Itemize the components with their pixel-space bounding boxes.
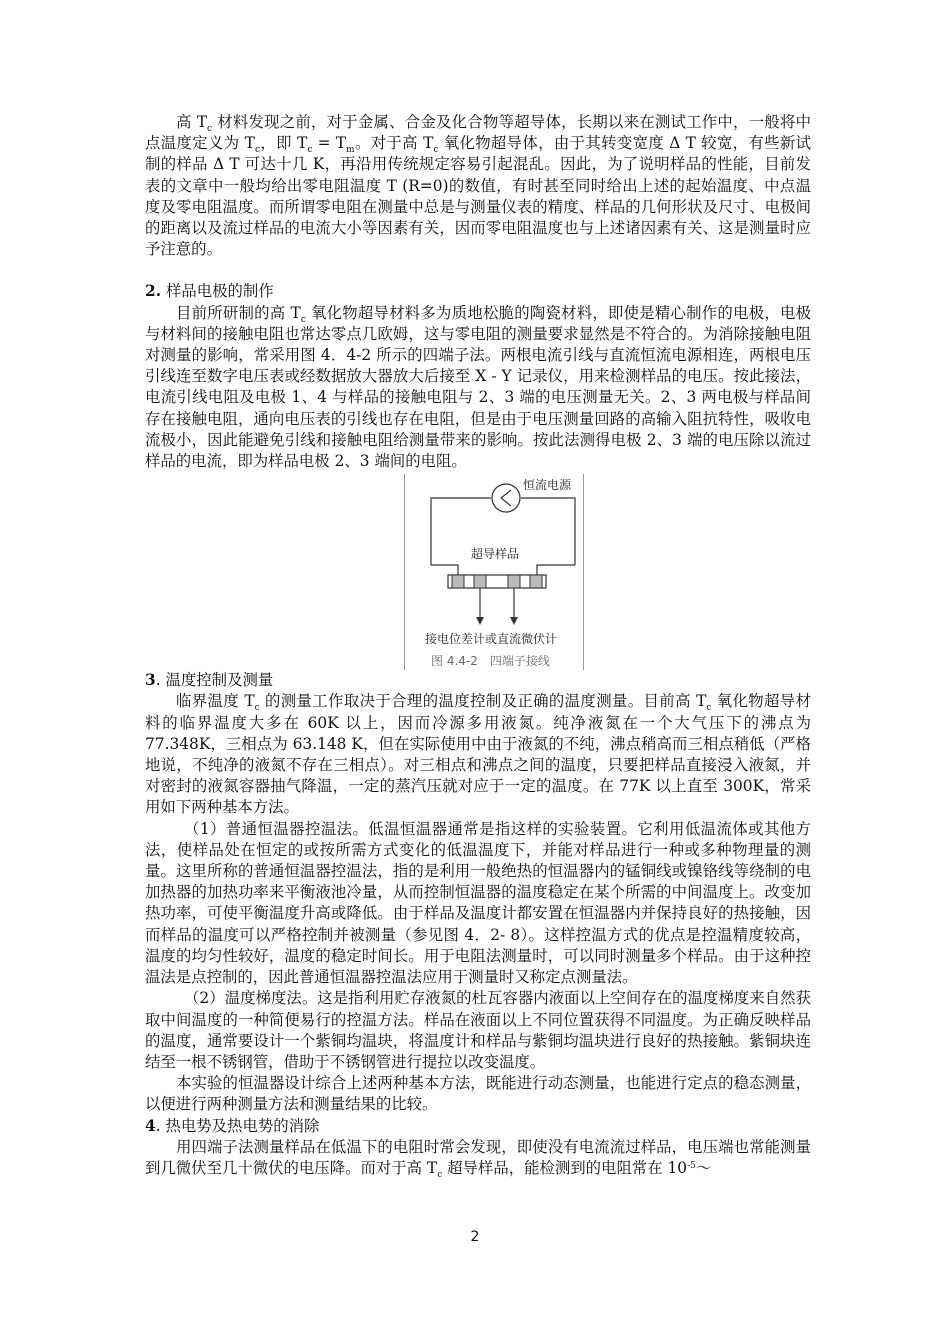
section-heading-temperature: 3. 温度控制及测量 — [145, 671, 274, 690]
electrode-1 — [452, 575, 464, 588]
paragraph-temperature-intro: 临界温度 $T_c$ 的测量工作取决于合理的温度控制及正确的温度测量。目前高 $T_c$ 氧化物超导材料的临界温度大多在 60K 以上，因而冷源多用液氮。纯净液氮在一个大气压下的沸点为 77.348K，三相点为 63.148 K，但在实际使用中由于液氮的不纯，沸点稍高而三相点稍低（严格地说，不纯净的液氮不存在三相点）。对三相点和沸点之间的温度，只要把样品直接浸入液氮，并对密封的液氮容器抽气降温，一定的蒸汽压就对应于一定的温度。在 77K 以上直至 300K，常采用如下两种基本方法。 — [145, 692, 811, 817]
electrode-4 — [530, 575, 542, 588]
electrode-3 — [508, 575, 520, 588]
figure-caption: 图 4.4-2 四端子接线 — [431, 654, 550, 669]
paragraph-tc-definition: 高 $T_c$ 材料发现之前，对于金属、合金及化合物等超导体，长期以来在测试工作中，一般将中点温度定义为 $T_c$，即 $T_c = T_m$。对于高 $T_c$ 氧化物超导体，由于其转变宽度 Δ T 较宽，有些新试制的样品 Δ T 可达十几 K，再沿用传统规定容易引起混乱。因此，为了说明样品的性能，目前发表的文章中一般均给出零电阻温度 T (R=0)的数值，有时甚至同时给出上述的起始温度、中点温度及零电阻温度。而所谓零电阻在测量中总是与测量仪表的精度、样品的几何形状及尺寸、电极间的距离以及流过样品的电流大小等因素有关，因而零电阻温度也与上述诸因素有关、这是测量时应予注意的。 — [145, 113, 811, 259]
current-lead-left — [431, 565, 458, 575]
page-number: 2 — [470, 1229, 480, 1245]
paragraph-gradient-method: （2）温度梯度法。这是指利用贮存液氮的杜瓦容器内液面以上空间存在的温度梯度来自然获取中间温度的一种简便易行的控温方法。样品在液面以上不同位置获得不同温度。为正确反映样品的温度，通常要设计一个紫铜均温块，将温度计和样品与紫铜均温块进行良好的热接触。紫铜块连结至一根不锈钢管，借助于不锈钢管进行提拉以改变温度。 — [145, 989, 811, 1071]
current-source-icon — [492, 484, 520, 512]
paragraph-thermoelectric: 用四端子法测量样品在低温下的电阻时常会发现，即使没有电流流过样品，电压端也常能测量到几微伏至几十微伏的电压降。而对于高 $T_c$ 超导样品，能检测到的电阻常在 $10^{-5}\sim$ — [145, 1137, 811, 1180]
paragraph-electrodes: 目前所研制的高 $T_c$ 氧化物超导材料多为质地松脆的陶瓷材料，即使是精心制作的电极，电极与材料间的接触电阻也常达零点几欧姆，这与零电阻的测量要求显然是不符合的。为消除接触电阻对测量的影响，常采用图 4．4-2 所示的四端子法。两根电流引线与直流恒流电源相连，两根电压引线连至数字电压表或经数据放大器放大后接至 X - Y 记录仪，用来检测样品的电压。按此接法，电流引线电阻及电极 1、4 与样品的接触电阻与 2、3 端的电压测量无关。2、3 两电极与样品间存在接触电阻，通向电压表的引线也存在电阻，但是由于电压测量回路的高输入阻抗特性，吸收电流极小，因此能避免引线和接触电阻给测量带来的影响。按此法测得电极 2、3 端的电压除以流过样品的电流，即为样品电极 2、3 端间的电阻。 — [145, 303, 811, 471]
document-page — [145, 112, 811, 1179]
current-lead-right — [537, 565, 575, 575]
circuit-wire-right — [521, 498, 575, 565]
paragraph-experiment-design: 本实验的恒温器设计综合上述两种基本方法，既能进行动态测量，也能进行定点的稳态测量，以便进行两种测量方法和测量结果的比较。 — [145, 1074, 811, 1114]
paragraph-thermostat-method: （1）普通恒温器控温法。低温恒温器通常是指这样的实验装置。它利用低温流体或其他方法，使样品处在恒定的或按所需方式变化的低温温度下，并能对样品进行一种或多种物理量的测量。这里所称的普通恒温器控温法，指的是利用一般绝热的恒温器内的锰铜线或镍铬线等绕制的电加热器的加热功率来平衡液池冷量，从而控制恒温器的温度稳定在某个所需的中间温度上。改变加热功率，可使平衡温度升高或降低。由于样品及温度计都安置在恒温器内并保持良好的热接触，因而样品的温度可以严格控制并被测量（参见图 4．2- 8）。这样控温方式的优点是控温精度较高，温度的均匀性较好，温度的稳定时间长。用于电阻法测量时，可以同时测量多个样品。由于这种控温法是点控制的，因此普通恒温器控温法应用于测量时又称定点测量法。 — [145, 819, 811, 987]
four-terminal-diagram — [404, 474, 584, 670]
current-source-label: 恒流电源 — [523, 478, 572, 493]
section-heading-electrodes: 2. 样品电极的制作 — [145, 282, 274, 301]
electrode-2 — [474, 575, 486, 588]
sample-label: 超导样品 — [471, 547, 520, 562]
section-heading-thermoelectric: 4. 热电势及热电势的消除 — [145, 1116, 320, 1135]
meter-label: 接电位差计或直流微伏计 — [425, 632, 558, 647]
